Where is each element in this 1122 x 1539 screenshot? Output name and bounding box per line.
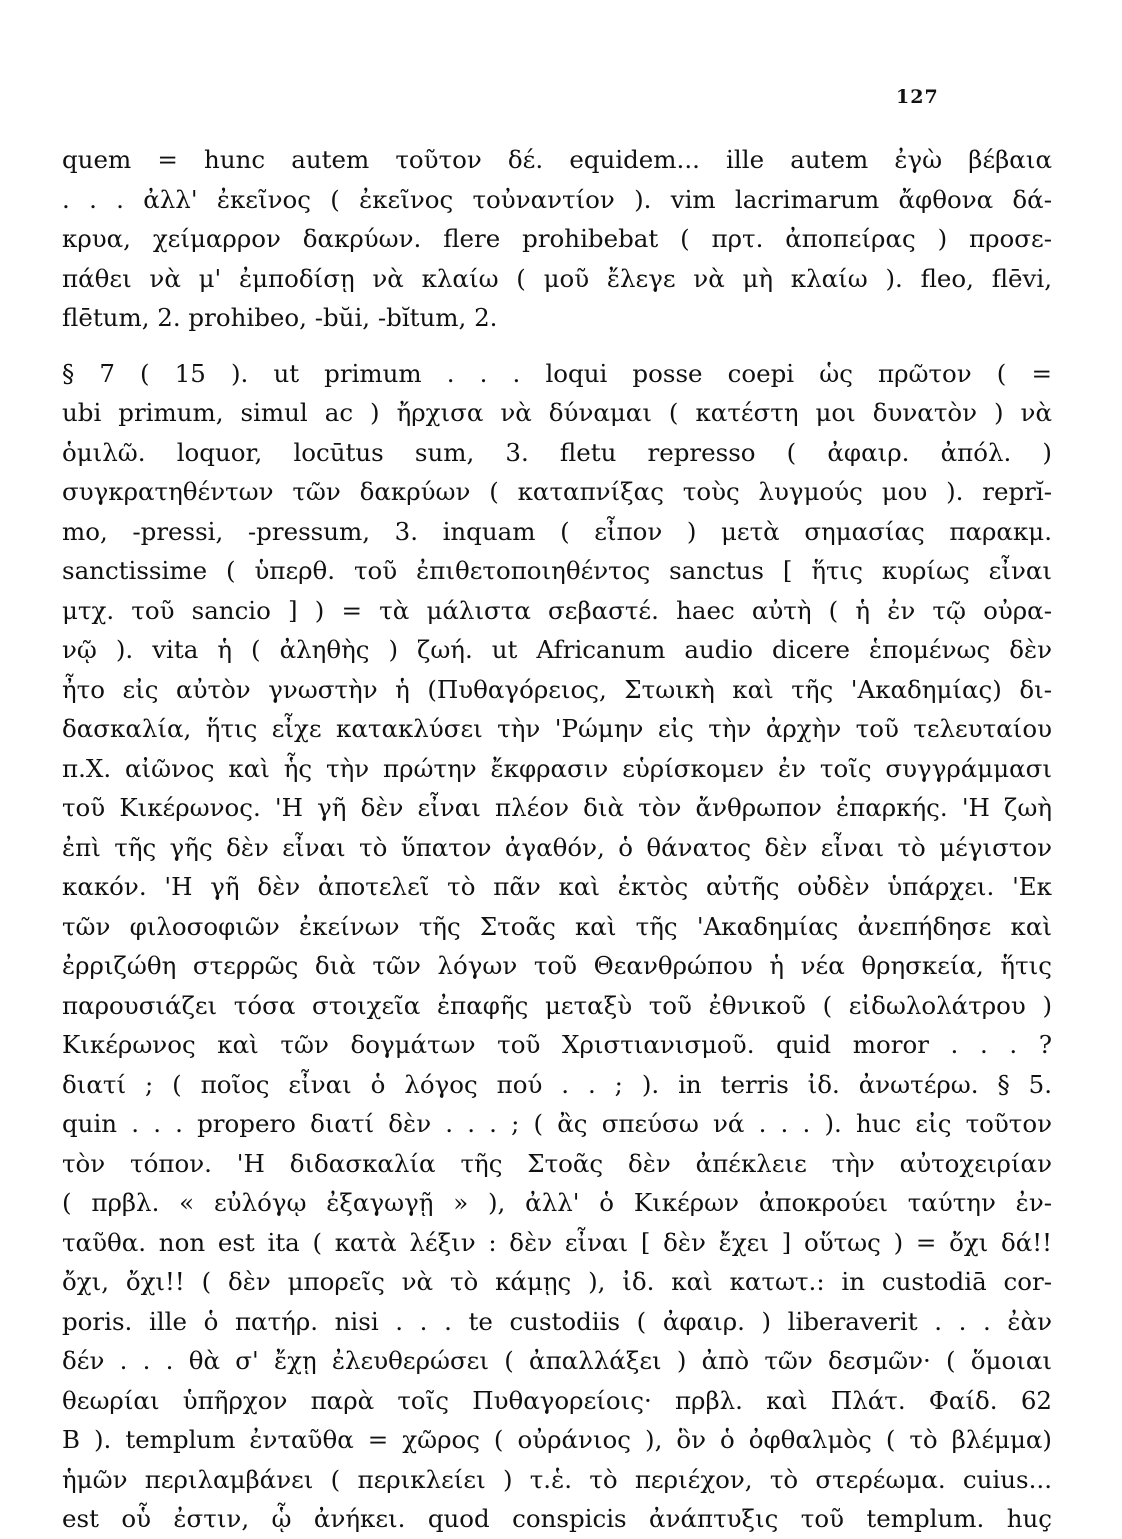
text-line: π.Χ. αἰῶνος καὶ ἧς τὴν πρώτην ἔκφρασιν εὑρίσκομεν ἐν τοῖς συγγράμμασι <box>62 753 1052 783</box>
text-line: Κικέρωνος καὶ τῶν δογμάτων τοῦ Χριστιανισμοῦ. quid moror . . . ? <box>62 1030 1052 1059</box>
text-line: ὄχι, ὄχι!! ( δὲν μπορεῖς νὰ τὸ κάμῃς ), ἰδ. καὶ κατωτ.: in custodiā cor- <box>62 1267 1052 1296</box>
text-line: κρυα, χείμαρρον δακρύων. flere prohibebat ( πρτ. ἀποπείρας ) προσε- <box>62 224 1052 253</box>
text-line: τῶν φιλοσοφιῶν ἐκείνων τῆς Στοᾶς καὶ τῆς 'Ακαδημίας ἀνεπήδησε καὶ <box>62 911 1052 941</box>
text-line: διατί ; ( ποῖος εἶναι ὁ λόγος πού . . ; ). in terris ἰδ. ἀνωτέρω. § 5. <box>62 1069 1052 1099</box>
text-line: ubi primum, simul ac ) ἤρχισα νὰ δύναμαι ( κατέστη μοι δυνατὸν ) νὰ <box>62 398 1052 427</box>
text-line: κακόν. 'Η γῆ δὲν ἀποτελεῖ τὸ πᾶν καὶ ἐκτὸς αὐτῆς οὐδὲν ὑπάρχει. 'Εκ <box>62 872 1052 901</box>
text-line: ἐρριζώθη στερρῶς διὰ τῶν λόγων τοῦ Θεανθρώπου ἡ νέα θρησκεία, ἥτις <box>62 951 1052 980</box>
text-line: flētum, 2. prohibeo, -bŭi, -bĭtum, 2. <box>62 303 498 332</box>
text-line: παρουσιάζει τόσα στοιχεῖα ἐπαφῆς μεταξὺ τοῦ ἐθνικοῦ ( εἰδωλολάτρου ) <box>62 990 1052 1020</box>
text-line: θεωρίαι ὑπῆρχον παρὰ τοῖς Πυθαγορείοις· πρβλ. καὶ Πλάτ. Φαίδ. 62 <box>62 1385 1052 1415</box>
text-line: τοῦ Κικέρωνος. 'Η γῆ δὲν εἶναι πλέον διὰ τὸν ἄνθρωπον ἐπαρκής. 'Η ζωὴ <box>62 793 1052 822</box>
text-line: τὸν τόπον. 'Η διδασκαλία τῆς Στοᾶς δὲν ἀπέκλειε τὴν αὐτοχειρίαν <box>62 1148 1052 1178</box>
text-line: poris. ille ὁ πατήρ. nisi . . . te custodiis ( ἀφαιρ. ) liberaverit . . . ἐὰν <box>62 1306 1052 1336</box>
text-line: πάθει νὰ μ' ἐμποδίσῃ νὰ κλαίω ( μοῦ ἔλεγε νὰ μὴ κλαίω ). fleo, flēvi, <box>62 263 1052 293</box>
text-line: . . . ἀλλ' ἐκεῖνος ( ἐκεῖνος τοὐναντίον ). vim lacrimarum ἄφθονα δά- <box>62 184 1052 214</box>
text-line: ταῦθα. non est ita ( κατὰ λέξιν : δὲν εἶναι [ δὲν ἔχει ] οὕτως ) = ὄχι δά!! <box>62 1227 1052 1257</box>
text-line: § 7 ( 15 ). ut primum . . . loqui posse coepi ὡς πρῶτον ( = <box>62 358 1052 388</box>
text-line: ἐπὶ τῆς γῆς δὲν εἶναι τὸ ὕπατον ἀγαθόν, ὁ θάνατος δὲν εἶναι τὸ μέγιστον <box>62 832 1052 862</box>
text-line: quin . . . propero διατί δὲν . . . ; ( ἂς σπεύσω νά . . . ). huc εἰς τοῦτον <box>62 1109 1052 1138</box>
text-line: συγκρατηθέντων τῶν δακρύων ( καταπνίξας τοὺς λυγμούς μου ). reprĭ- <box>62 477 1052 506</box>
text-line: μτχ. τοῦ sancio ] ) = τὰ μάλιστα σεβαστέ. haec αὐτὴ ( ἡ ἐν τῷ οὐρα- <box>62 595 1052 625</box>
text-line: quem = hunc autem τοῦτον δέ. equidem... ille autem ἐγὼ βέβαια <box>62 145 1052 174</box>
text-line: δασκαλία, ἥτις εἶχε κατακλύσει τὴν 'Ρώμην εἰς τὴν ἀρχὴν τοῦ τελευταίου <box>62 714 1052 743</box>
text-line: δέν . . . θὰ σ' ἔχῃ ἐλευθερώσει ( ἀπαλλάξει ) ἀπὸ τῶν δεσμῶν· ( ὅμοιαι <box>62 1346 1052 1375</box>
text-line: sanctissime ( ὑπερθ. τοῦ ἐπιθετοποιηθέντος sanctus [ ἥτις κυρίως εἶναι <box>62 556 1052 585</box>
paragraph-2 <box>62 354 1052 1539</box>
paragraph-1 <box>62 140 1052 338</box>
text-line: B ). templum ἐνταῦθα = χῶρος ( οὐράνιος ), ὃν ὁ ὀφθαλμὸς ( τὸ βλέμμα) <box>62 1425 1052 1454</box>
text-line: νῷ ). vita ἡ ( ἀληθὴς ) ζωή. ut Africanum audio dicere ἑπομένως δὲν <box>62 635 1052 664</box>
text-line: ἡμῶν περιλαμβάνει ( περικλείει ) τ.ἑ. τὸ περιέχον, τὸ στερέωμα. cuius... <box>62 1464 1052 1494</box>
text-line: est οὗ ἐστιν, ᾧ ἀνήκει. quod conspicis ἀνάπτυξις τοῦ templum. huç <box>62 1504 1052 1533</box>
body-text <box>62 140 1052 1539</box>
page-number: 127 <box>896 86 939 108</box>
text-line: ὁμιλῶ. loquor, locūtus sum, 3. fletu represso ( ἀφαιρ. ἀπόλ. ) <box>62 437 1052 467</box>
text-line: ( πρβλ. « εὐλόγῳ ἐξαγωγῇ » ), ἀλλ' ὁ Κικέρων ἀποκρούει ταύτην ἐν- <box>62 1188 1052 1217</box>
text-line: mo, -pressi, -pressum, 3. inquam ( εἶπον ) μετὰ σημασίας παρακμ. <box>62 516 1052 546</box>
text-line: ἦτο εἰς αὐτὸν γνωστὴν ἡ (Πυθαγόρειος, Στωικὴ καὶ τῆς 'Ακαδημίας) δι- <box>62 674 1052 704</box>
